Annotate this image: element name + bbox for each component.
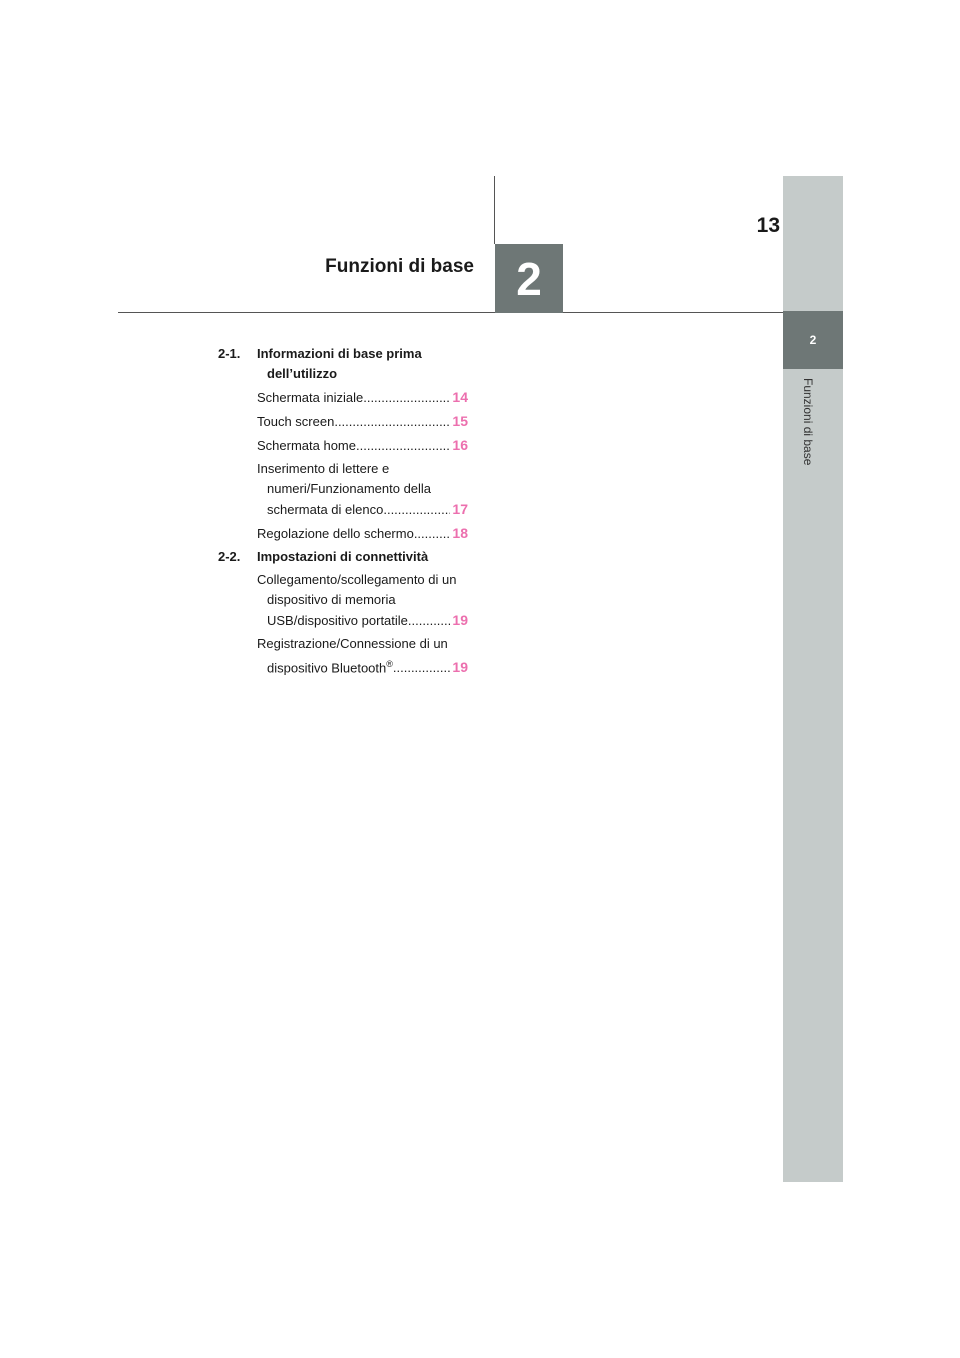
- page-number: 13: [756, 214, 780, 237]
- toc-leader-dots: [414, 524, 451, 544]
- toc-leader-dots: [383, 500, 450, 520]
- registered-mark: ®: [386, 659, 393, 669]
- toc-entry-title: dispositivo di memoria: [267, 592, 396, 607]
- toc-entry-title: Collegamento/scollegamento di un: [257, 572, 457, 587]
- toc-leader-dots: [408, 611, 451, 631]
- toc-section-title: Informazioni di base prima: [257, 346, 422, 361]
- toc-entry[interactable]: [218, 523, 468, 544]
- chapter-number-box: 2: [495, 244, 563, 313]
- toc-page-link[interactable]: 19: [452, 659, 468, 676]
- toc-entry-title: Schermata iniziale: [257, 390, 364, 405]
- toc-entry-title: Touch screen: [257, 414, 335, 429]
- toc-entry[interactable]: [218, 634, 468, 678]
- toc-section-heading: [218, 547, 468, 567]
- table-of-contents: [218, 344, 468, 681]
- toc-entry-title: dispositivo Bluetooth®: [267, 659, 393, 676]
- toc-leader-dots: [356, 436, 450, 456]
- toc-page-link[interactable]: 17: [452, 501, 468, 517]
- toc-section-number: 2-2.: [218, 549, 241, 564]
- toc-entry[interactable]: [218, 570, 468, 631]
- toc-section-heading: [218, 344, 468, 384]
- toc-entry-title: Schermata home: [257, 438, 356, 453]
- header-horizontal-rule: [118, 312, 783, 313]
- toc-entry-title: numeri/Funzionamento della: [267, 481, 432, 496]
- chapter-title: Funzioni di base: [325, 256, 474, 277]
- toc-entry-title: schermata di elenco: [267, 502, 384, 517]
- toc-entry-title: Registrazione/Connessione di un: [257, 636, 448, 651]
- toc-entry-title: Regolazione dello schermo: [257, 526, 414, 541]
- toc-leader-dots: [393, 658, 451, 678]
- toc-page-link[interactable]: 14: [452, 389, 468, 405]
- toc-entry[interactable]: [218, 459, 468, 520]
- toc-page-link[interactable]: 18: [452, 525, 468, 541]
- toc-entry[interactable]: [218, 411, 468, 432]
- sidebar-chapter-label: Funzioni di base: [801, 378, 815, 466]
- toc-entry-title: Inserimento di lettere e: [257, 461, 390, 476]
- header-vertical-rule: [494, 176, 495, 244]
- toc-page-link[interactable]: 16: [452, 437, 468, 453]
- toc-section-title: dell’utilizzo: [267, 366, 338, 381]
- toc-section-number: 2-1.: [218, 346, 241, 361]
- toc-section-title: Impostazioni di connettività: [257, 549, 429, 564]
- toc-leader-dots: [334, 412, 450, 432]
- toc-leader-dots: [363, 388, 450, 408]
- sidebar-chapter-tab[interactable]: 2: [783, 311, 843, 369]
- toc-entry-title: USB/dispositivo portatile: [267, 613, 408, 628]
- toc-page-link[interactable]: 19: [452, 612, 468, 628]
- toc-entry[interactable]: [218, 387, 468, 408]
- toc-page-link[interactable]: 15: [452, 413, 468, 429]
- toc-entry[interactable]: [218, 435, 468, 456]
